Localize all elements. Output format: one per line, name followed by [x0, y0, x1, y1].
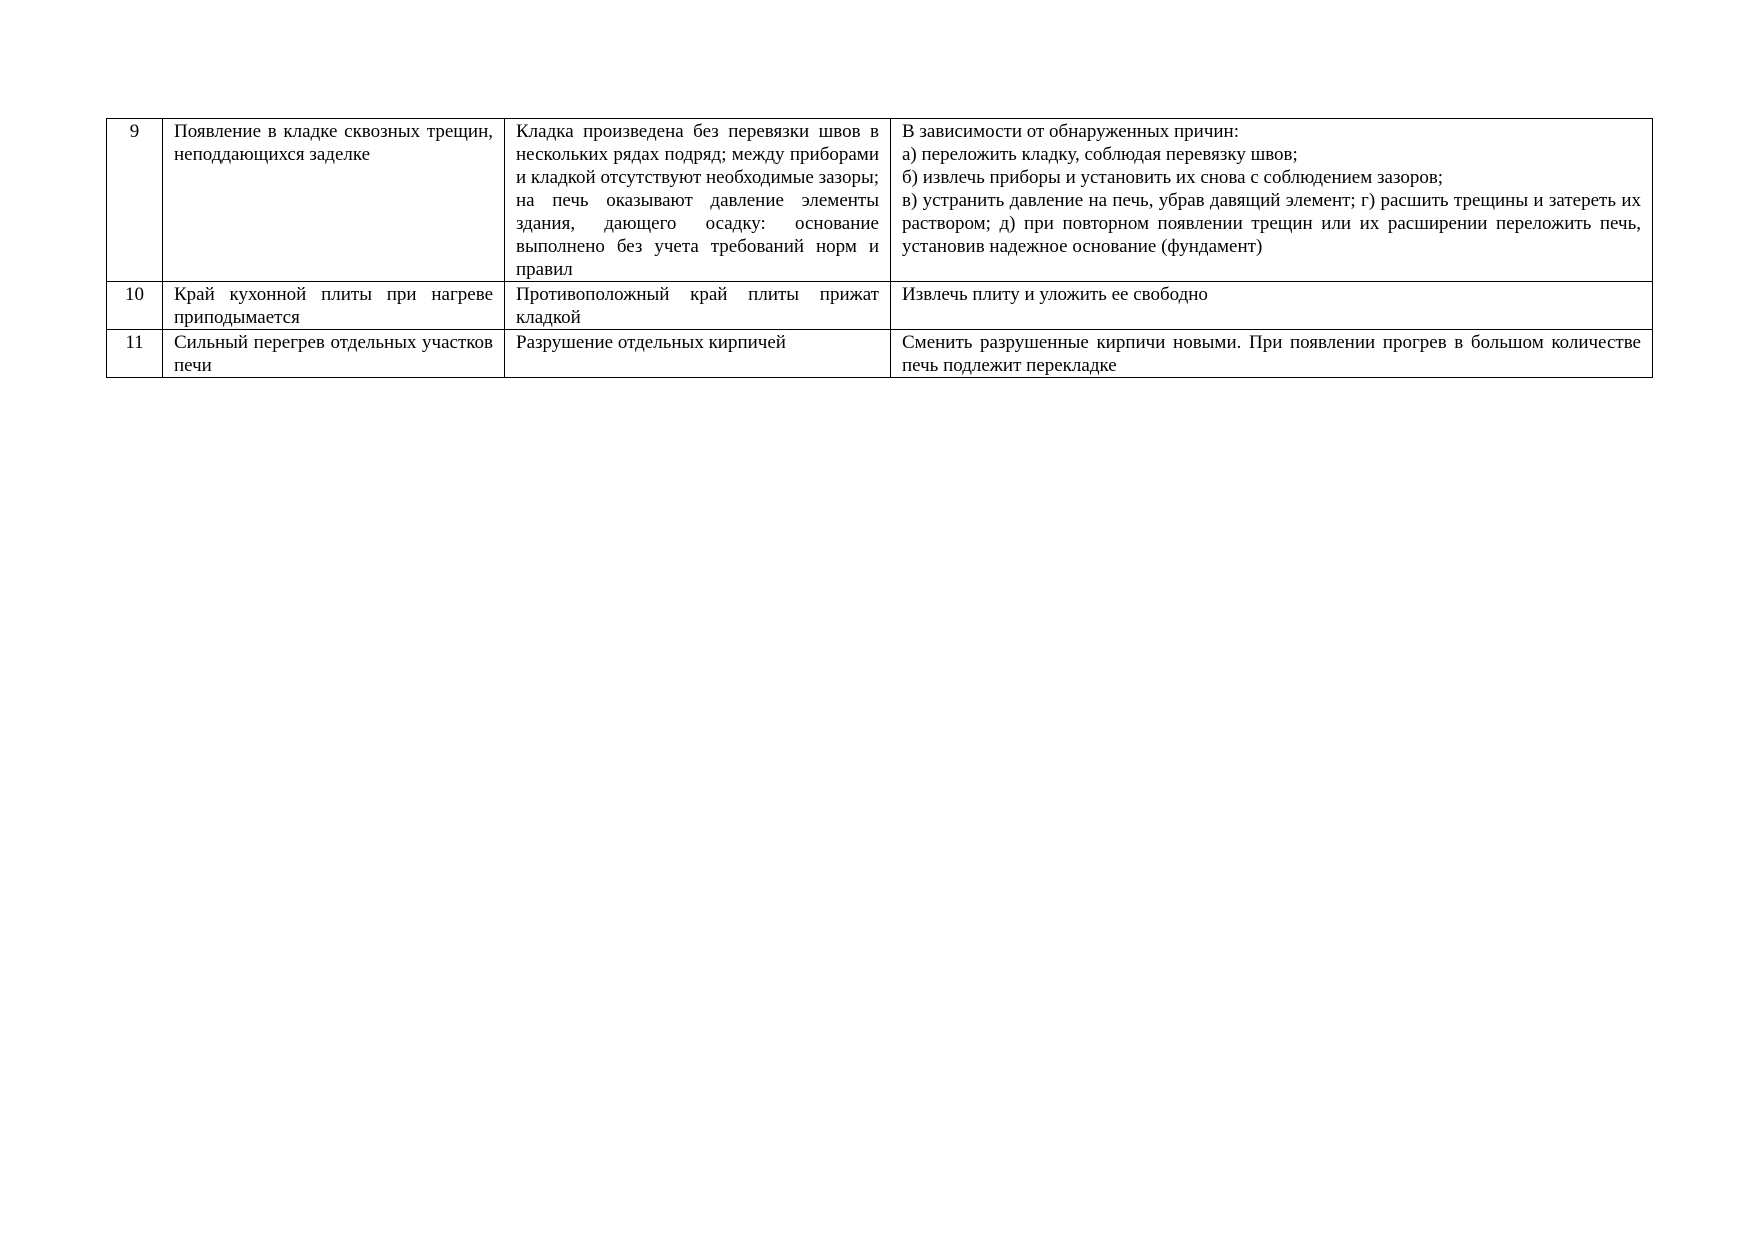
- defects-table: [106, 118, 1653, 378]
- table-row: [107, 282, 1653, 330]
- defect-cell: Сильный перегрев отдельных участков печи: [163, 330, 505, 378]
- cause-cell: Кладка произведена без перевязки швов в нескольких рядах подряд; между приборами и кладкой отсутствуют необходимые зазоры; на печь оказывают давление элементы здания, дающего осадку: основание выполнено без учета требований норм и правил: [505, 119, 891, 282]
- row-number-cell: 9: [107, 119, 163, 282]
- row-number-cell: 10: [107, 282, 163, 330]
- remedy-cell: [891, 119, 1653, 282]
- remedy-line: б) извлечь приборы и установить их снова с соблюдением зазоров;: [902, 167, 1444, 188]
- defect-cell: Край кухонной плиты при нагреве приподымается: [163, 282, 505, 330]
- remedy-cell: Сменить разрушенные кирпичи новыми. При появлении прогрев в большом количестве печь подлежит перекладке: [891, 330, 1653, 378]
- remedy-line: а) переложить кладку, соблюдая перевязку швов;: [902, 144, 1298, 165]
- remedy-line: В зависимости от обнаруженных причин:: [902, 121, 1239, 142]
- defect-cell: Появление в кладке сквозных трещин, неподдающихся заделке: [163, 119, 505, 282]
- remedy-line: в) устранить давление на печь, убрав давящий элемент; г) расшить трещины и затереть их раствором; д) при повторном появлении трещин или их расширении переложить печь, установив надежное основание (фундамент): [902, 190, 1641, 257]
- row-number-cell: 11: [107, 330, 163, 378]
- cause-cell: Противоположный край плиты прижат кладкой: [505, 282, 891, 330]
- cause-cell: Разрушение отдельных кирпичей: [505, 330, 891, 378]
- remedy-cell: Извлечь плиту и уложить ее свободно: [891, 282, 1653, 330]
- table-row: [107, 119, 1653, 282]
- table-row: [107, 330, 1653, 378]
